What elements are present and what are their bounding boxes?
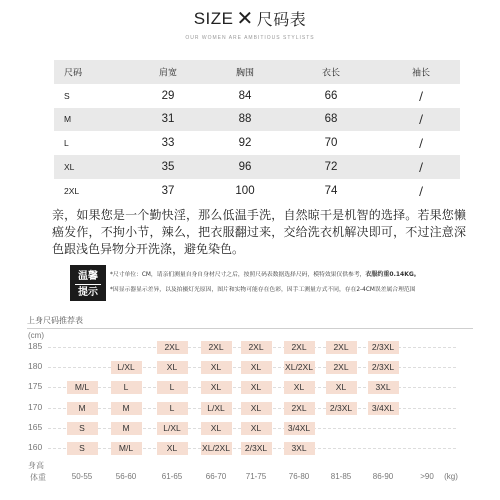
tip-line-1-text: *尺寸单位：CM，请亲们测量自身自身材尺寸之后，按照尺码表数据选择尺码，模特效果仅供参考， <box>110 272 366 278</box>
size-table-cell: / <box>419 88 423 103</box>
badge-divider <box>75 284 101 285</box>
x-axis-unit: (kg) <box>444 472 458 481</box>
grid-line <box>48 408 456 409</box>
cross-icon: ✕ <box>236 8 254 30</box>
size-table-row <box>54 131 460 155</box>
warm-tip-badge <box>70 265 106 301</box>
weight-label: 71-75 <box>245 472 267 481</box>
size-table-cell: / <box>419 136 423 151</box>
recommended-size-cell: XL <box>201 361 232 374</box>
height-label: 160 <box>28 442 43 452</box>
size-table-row <box>54 108 460 132</box>
size-table-cell: / <box>419 112 423 127</box>
size-table-column-header: 胸围 <box>235 68 255 79</box>
size-table-row <box>54 155 460 179</box>
size-table-cell: 74 <box>324 184 338 197</box>
size-table-header <box>54 60 460 84</box>
recommended-size-cell: 3XL <box>368 381 399 394</box>
recommended-size-cell: L <box>111 381 142 394</box>
recommended-size-cell: L/XL <box>111 361 142 374</box>
size-table-column-header: 尺码 <box>64 68 83 79</box>
size-table-cell: L <box>64 138 69 149</box>
size-table-cell: 2XL <box>64 185 80 196</box>
weight-label: 76-80 <box>288 472 310 481</box>
recommended-size-cell: 2XL <box>326 361 357 374</box>
tip-lines <box>110 267 470 298</box>
size-table-cell: 96 <box>238 161 252 174</box>
recommended-size-cell: M/L <box>67 381 98 394</box>
recommended-size-cell: XL <box>241 381 272 394</box>
recommended-size-cell: 2XL <box>241 341 272 354</box>
tip-line-1 <box>110 267 470 283</box>
recommended-size-cell: XL <box>241 402 272 415</box>
size-table-column-header: 肩宽 <box>158 68 178 79</box>
recommended-size-cell: M <box>111 402 142 415</box>
recommended-size-cell: XL <box>157 442 188 455</box>
recommended-size-cell: 2/3XL <box>368 361 399 374</box>
recommended-size-cell: 2XL <box>326 341 357 354</box>
recommended-size-cell: 2XL <box>284 402 315 415</box>
title-latin: SIZE <box>193 8 234 28</box>
size-table-cell: / <box>419 160 423 175</box>
brand-slogan: OUR WOMEN ARE AMBITIOUS STYLISTS <box>185 35 315 41</box>
weight-label: 86-90 <box>372 472 394 481</box>
recommended-size-cell: M <box>67 402 98 415</box>
weight-label: 61-65 <box>161 472 183 481</box>
size-table-cell: M <box>64 114 72 125</box>
x-axis-name: 体重 <box>30 473 46 482</box>
size-table-cell: 68 <box>324 113 338 126</box>
grid-line <box>48 448 456 449</box>
recommended-size-cell: 2/3XL <box>368 341 399 354</box>
height-label: 170 <box>28 402 43 412</box>
size-table <box>54 60 460 203</box>
recommended-size-cell: 3/4XL <box>368 402 399 415</box>
weight-label: 66-70 <box>205 472 227 481</box>
height-label: 175 <box>28 381 43 391</box>
recommended-size-cell: 3/4XL <box>284 422 315 435</box>
size-table-cell: XL <box>64 162 75 173</box>
tip-line-2: *因显示器显示差异，以及拍摄灯光原因，图片和实物可能存在色彩，因手工测量方式不同，存在2-4CM误差属合理范围 <box>110 287 416 293</box>
recommended-size-cell: 3XL <box>284 442 315 455</box>
recommended-size-cell: L/XL <box>157 422 188 435</box>
size-table-cell: 88 <box>238 113 252 126</box>
recommended-size-cell: XL/2XL <box>202 442 230 453</box>
recommended-size-cell: XL <box>241 422 272 435</box>
tip-weight-note: 衣服约重0.14KG。 <box>365 271 420 278</box>
size-table-cell: 84 <box>238 89 252 102</box>
recommended-size-cell: M/L <box>111 442 142 455</box>
recommended-size-cell: L <box>157 381 188 394</box>
recommended-size-cell: XL <box>157 361 188 374</box>
weight-label: 56-60 <box>115 472 137 481</box>
size-chart-title <box>194 6 307 31</box>
recommended-size-cell: S <box>67 422 98 435</box>
size-table-cell: 31 <box>161 113 175 126</box>
size-table-cell: / <box>419 183 423 198</box>
recommended-size-cell: XL <box>201 381 232 394</box>
recommended-size-cell: XL/2XL <box>285 361 313 372</box>
weight-label: 50-55 <box>71 472 93 481</box>
size-table-row <box>54 179 460 203</box>
size-table-cell: 70 <box>324 137 338 150</box>
recommended-size-cell: L/XL <box>201 402 232 415</box>
recommended-size-cell: L <box>157 402 188 415</box>
recommend-title: 上身尺码推荐表 <box>27 316 83 325</box>
height-label: 185 <box>28 341 43 351</box>
grid-line <box>48 387 456 388</box>
recommended-size-cell: 2/3XL <box>326 402 357 415</box>
height-label: 180 <box>28 361 43 371</box>
size-table-cell: 72 <box>324 161 338 174</box>
recommended-size-cell: XL <box>201 422 232 435</box>
size-table-cell: 33 <box>161 137 175 150</box>
grid-line <box>48 428 456 429</box>
recommended-size-cell: XL <box>326 381 357 394</box>
size-table-cell: 35 <box>161 161 175 174</box>
warm-tip <box>70 265 470 303</box>
weight-label: >90 <box>420 472 434 481</box>
recommended-size-cell: S <box>67 442 98 455</box>
size-table-column-header: 袖长 <box>411 68 431 79</box>
grid-line <box>48 367 456 368</box>
recommended-size-cell: 2XL <box>201 341 232 354</box>
recommended-size-cell: XL <box>241 361 272 374</box>
size-table-cell: 92 <box>238 137 252 150</box>
recommended-size-cell: 2/3XL <box>241 442 272 455</box>
weight-label: 81-85 <box>330 472 352 481</box>
washing-instructions: 亲，如果您是一个勤快淫，那么低温手洗，自然晾干是机智的选择。若果您懒癌发作，不拘小节，辣么，把衣服翻过来，交给洗衣机解决即可，不过注意深色跟浅色异物分开洗涤，避免染色。 <box>52 208 466 256</box>
size-chart-header <box>0 6 500 41</box>
size-table-cell: 37 <box>161 184 175 197</box>
y-axis-unit: (cm) <box>28 331 44 340</box>
size-table-cell: 100 <box>235 184 255 197</box>
size-table-cell: 66 <box>324 89 338 102</box>
size-table-column-header: 衣长 <box>321 68 341 79</box>
grid-line <box>48 347 456 348</box>
recommended-size-cell: 2XL <box>157 341 188 354</box>
badge-top-text: 温馨 <box>78 271 98 282</box>
height-label: 165 <box>28 422 43 432</box>
badge-bottom-text: 提示 <box>78 287 98 298</box>
y-axis-name: 身高 <box>28 461 44 470</box>
size-table-cell: 29 <box>161 89 175 102</box>
recommended-size-cell: XL <box>284 381 315 394</box>
size-table-cell: S <box>64 90 70 101</box>
recommended-size-cell: M <box>111 422 142 435</box>
size-table-row <box>54 84 460 108</box>
recommend-divider <box>27 328 473 329</box>
recommended-size-cell: 2XL <box>284 341 315 354</box>
title-chinese: 尺码表 <box>256 10 307 29</box>
